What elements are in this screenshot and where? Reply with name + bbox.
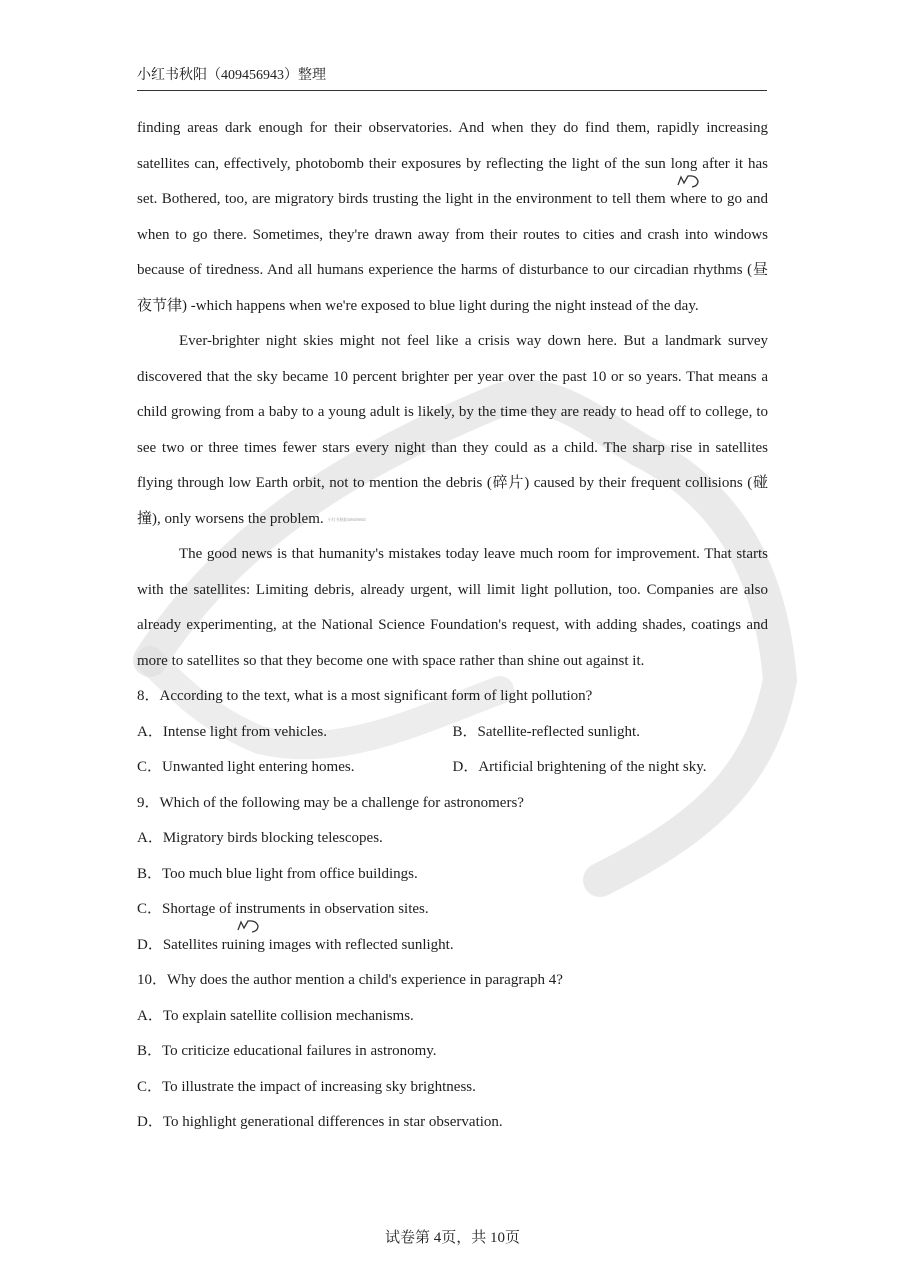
question-8 [137,679,768,786]
option-a: A．Migratory birds blocking telescopes. [137,830,383,847]
option-c: C．Unwanted light entering homes. [137,759,355,776]
option-a: A．Intense light from vehicles. [137,723,327,740]
option-c: C．To illustrate the impact of increasing sky brightness. [137,1078,476,1095]
paragraph-2 [137,324,768,537]
inline-watermark: 小红书秋阳409456943 [327,516,366,522]
option-a: A．To explain satellite collision mechanisms. [137,1007,414,1024]
option-b: B．Satellite-reflected sunlight. [452,723,640,740]
page-footer [0,1226,905,1247]
paragraph-3: The good news is that humanity's mistakes today leave much room for improvement. That starts with the satellites: Limiting debris, already urgent, will limit light pollution, too. Companies are also already experimenting, at the National Science Foundation's request, with adding shades, coatings and more to satellites so that they become one with space rather than shine out against it. [137,546,768,669]
paragraph-2-text: Ever-brighter night skies might not feel like a crisis way down here. But a landmark survey discovered that the sky became 10 percent brighter per year over the past 10 or so years. That means a child growing from a baby to a young adult is likely, by the time they are ready to head off to college, to see two or three times fewer stars every night than they could as a child. The sharp rise in satellites flying through low Earth orbit, not to mention the debris (碎片) caused by their frequent collisions (碰撞), only worsens the problem. [137,333,768,527]
option-b: B．Too much blue light from office buildings. [137,865,418,882]
option-d: D．Satellites ruining images with reflected sunlight. [137,936,454,953]
page-header [137,64,767,91]
option-d: D．To highlight generational differences in star observation. [137,1114,503,1131]
question-stem: 9．Which of the following may be a challenge for astronomers? [137,794,524,811]
paragraph-1: finding areas dark enough for their observatories. And when they do find them, rapidly increasing satellites can, effectively, photobomb their exposures by reflecting the light of the sun long after it has set. Bothered, too, are migratory birds trusting the light in the environment to tell them where to go and when to go there. Sometimes, they're drawn away from their routes to cities and crash into windows because of tiredness. And all humans experience the harms of disturbance to our circadian rhythms (昼夜节律) -which happens when we're exposed to blue light during the night instead of the day. [137,120,768,314]
question-10 [137,963,768,1141]
article-content [137,111,768,1141]
question-9 [137,786,768,964]
option-b: B．To criticize educational failures in astronomy. [137,1043,437,1060]
header-text: 小红书秋阳（409456943）整理 [137,68,326,83]
question-stem: 10．Why does the author mention a child's experience in paragraph 4? [137,972,563,989]
page-number: 试卷第 4页，共 10页 [384,1230,520,1246]
option-c: C．Shortage of instruments in observation sites. [137,901,429,918]
option-d: D．Artificial brightening of the night sky. [452,759,707,776]
question-stem: 8．According to the text, what is a most significant form of light pollution? [137,688,593,705]
